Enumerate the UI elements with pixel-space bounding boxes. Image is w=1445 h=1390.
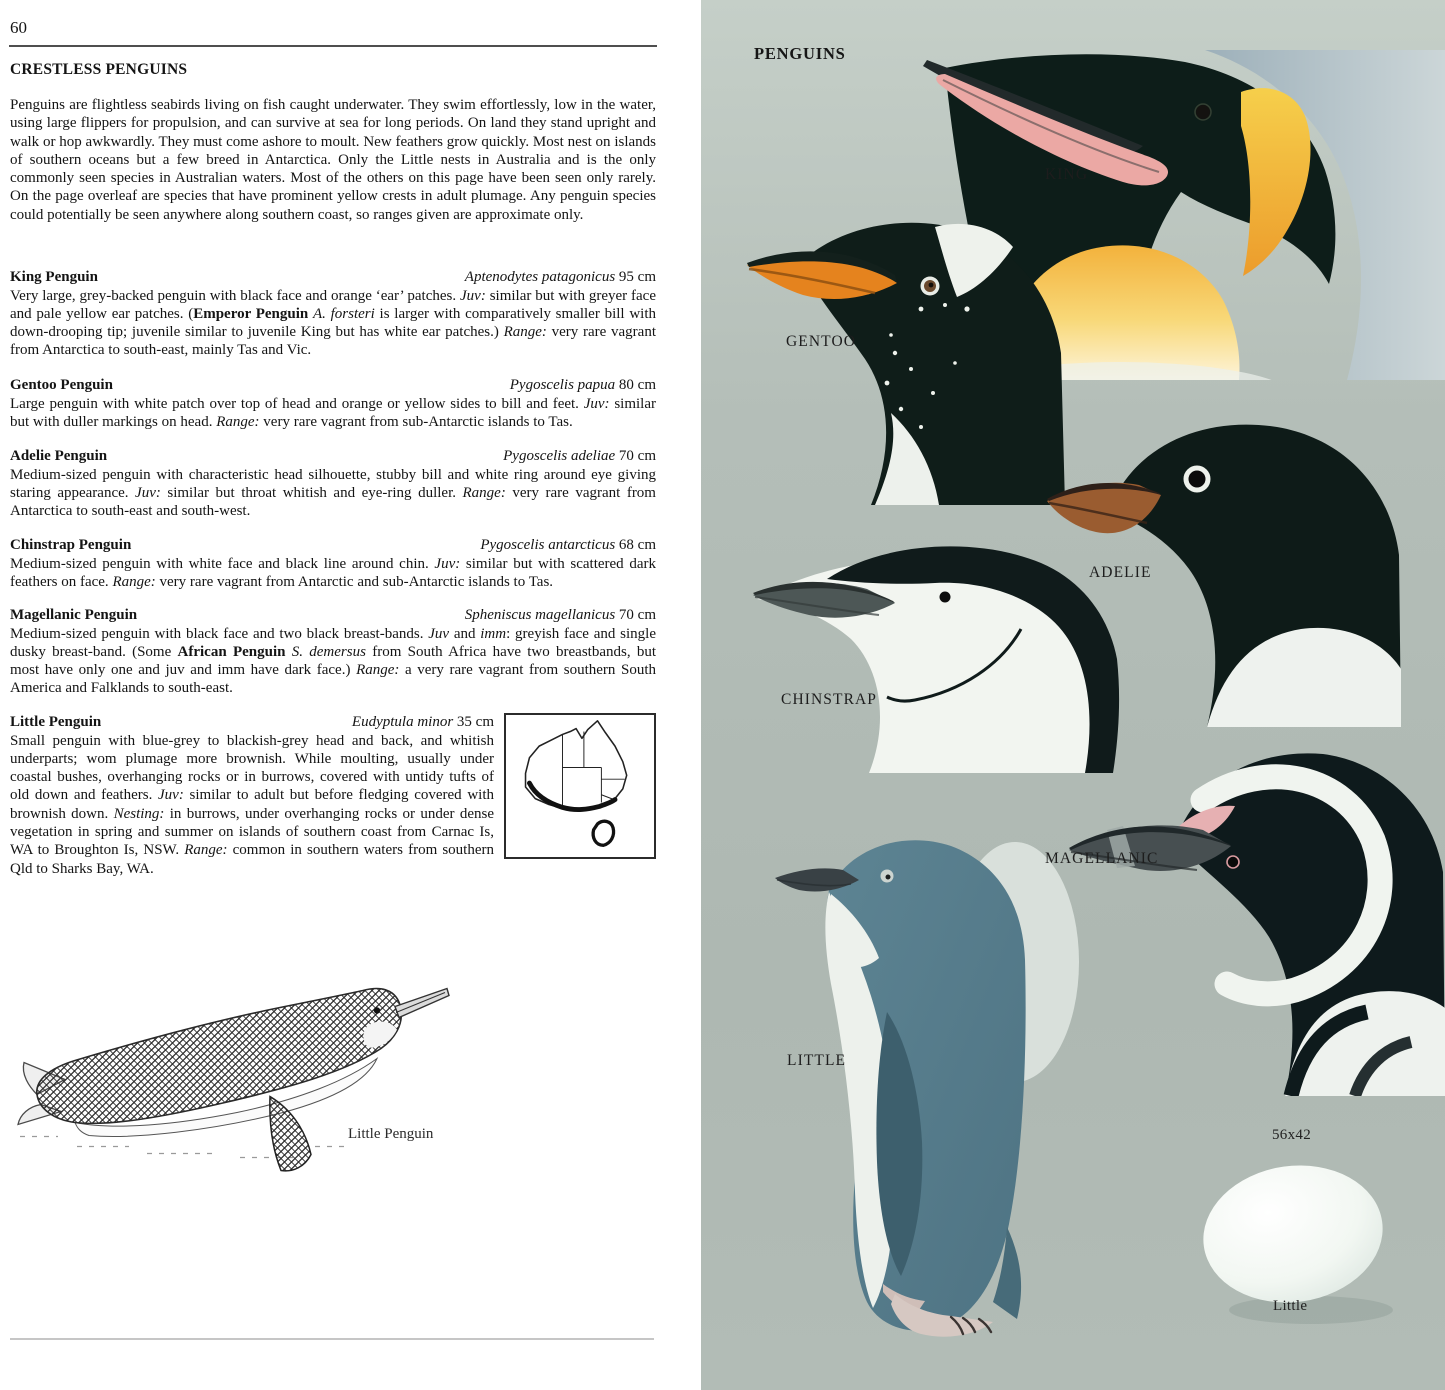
species-entry-chinstrap bbox=[10, 536, 656, 591]
species-sci-size bbox=[510, 376, 656, 395]
egg-size-label: 56x42 bbox=[1272, 1127, 1311, 1143]
species-body bbox=[10, 287, 656, 360]
species-size: 70 cm bbox=[618, 607, 656, 623]
label-little: LITTLE bbox=[787, 1052, 847, 1069]
text-page bbox=[0, 0, 701, 1390]
species-scientific-name: Pygoscelis antarcticus bbox=[480, 537, 616, 553]
species-body bbox=[10, 466, 656, 521]
species-sci-size bbox=[465, 268, 656, 287]
egg-name-label: Little bbox=[1273, 1298, 1308, 1314]
species-sci-size bbox=[465, 606, 656, 625]
species-body bbox=[10, 555, 656, 592]
species-entry-little bbox=[10, 713, 656, 878]
species-scientific-name: Eudyptula minor bbox=[351, 714, 454, 730]
species-body bbox=[10, 395, 656, 432]
species-heading bbox=[10, 268, 656, 287]
species-name: Chinstrap Penguin bbox=[10, 537, 132, 553]
sketch-caption: Little Penguin bbox=[348, 1126, 434, 1142]
little-penguin-illustration bbox=[767, 832, 1079, 1354]
range-map bbox=[504, 713, 656, 859]
species-body-text: Medium-sized penguin with white face and black line around chin. Juv: similar but with scattered dark feathers on face. Range: very rare vagrant from Antarctic and sub-Antarctic islands to Tas. bbox=[10, 555, 656, 590]
section-heading: CRESTLESS PENGUINS bbox=[10, 61, 188, 78]
species-body-text: Medium-sized penguin with characteristic head silhouette, stubby bill and white ring around eye giving staring appearance. Juv: similar but throat whitish and eye-ring duller. Range: very rare vagrant from Antarctica to south-east and south-west. bbox=[10, 466, 656, 520]
label-magellanic: MAGELLANIC bbox=[1045, 850, 1159, 867]
label-chinstrap: CHINSTRAP bbox=[781, 691, 878, 708]
species-size: 68 cm bbox=[618, 537, 656, 553]
species-sci-size bbox=[352, 713, 494, 732]
label-king: KING bbox=[1045, 166, 1089, 183]
magellanic-penguin-illustration bbox=[1055, 722, 1445, 1096]
species-entry-king bbox=[10, 268, 656, 360]
species-size: 80 cm bbox=[618, 377, 656, 393]
species-body-text: Very large, grey-backed penguin with black face and orange ‘ear’ patches. Juv: similar but with greyer face and pale yellow ear patches. (Emperor Penguin A. forsteri is larger with comparatively smaller bill with down-drooping tip; juvenile similar to juvenile King but has white ear patches.) Range: very rare vagrant from Antarctica to south-east, mainly Tas and Vic. bbox=[10, 287, 656, 359]
page-number: 60 bbox=[10, 18, 27, 37]
species-name: Magellanic Penguin bbox=[10, 607, 138, 623]
species-body-text: Medium-sized penguin with black face and two black breast-bands. Juv and imm: greyish face and single dusky breast-band. (Some African Penguin S. demersus from South Africa have two breastbands, but most have only one and juv and imm have dark face.) Range: a very rare vagrant from southern South America and Falklands to south-east. bbox=[10, 625, 657, 697]
label-gentoo: GENTOO bbox=[786, 333, 857, 350]
species-body-text: Large penguin with white patch over top of head and orange or yellow sides to bill and feet. Juv: similar but with duller markings on head. Range: very rare vagrant from sub-Antarctic islands to Tas. bbox=[10, 395, 656, 430]
species-heading bbox=[10, 536, 656, 555]
species-size: 35 cm bbox=[456, 714, 494, 730]
species-scientific-name: Pygoscelis adeliae bbox=[503, 448, 616, 464]
swimming-penguin-sketch bbox=[15, 973, 460, 1185]
species-scientific-name: Pygoscelis papua bbox=[509, 377, 616, 393]
intro-paragraph: Penguins are flightless seabirds living on fish caught underwater. They swim effortlessly, low in the water, using large flippers for propulsion, and can survive at sea for long periods. On land they stand upright and walk or hop awkwardly. They must come ashore to moult. New feathers grow quickly. Most nest on islands of southern oceans but a few breed in Antarctica. Only the Little nests in Australia and is the only commonly seen species in Australian waters. Most of the others on this page have been seen only rarely. On the page overleaf are species that have prominent yellow crests in adult plumage. Any penguin species could potentially be seen anywhere along southern coast, so ranges given are approximate only. bbox=[10, 97, 656, 223]
species-sci-size bbox=[480, 536, 656, 555]
species-name: Little Penguin bbox=[10, 714, 102, 730]
species-heading bbox=[10, 376, 656, 395]
species-size: 70 cm bbox=[618, 448, 656, 464]
header-rule bbox=[9, 45, 657, 47]
species-heading bbox=[10, 447, 656, 466]
species-entry-gentoo bbox=[10, 376, 656, 431]
species-name: Adelie Penguin bbox=[10, 448, 108, 464]
species-heading bbox=[10, 606, 656, 625]
species-size: 95 cm bbox=[618, 269, 656, 285]
species-body bbox=[10, 625, 656, 698]
species-scientific-name: Spheniscus magellanicus bbox=[464, 607, 616, 623]
species-heading bbox=[10, 713, 494, 732]
species-sci-size bbox=[503, 447, 656, 466]
swimming-penguin-drawing bbox=[15, 973, 460, 1185]
species-entry-adelie bbox=[10, 447, 656, 520]
gentoo-penguin-illustration bbox=[745, 213, 1067, 505]
plate-title: PENGUINS bbox=[754, 44, 846, 63]
footer-rule bbox=[10, 1338, 654, 1340]
species-entry-magellanic bbox=[10, 606, 656, 698]
australia-map bbox=[506, 715, 654, 857]
plate-page bbox=[701, 0, 1445, 1390]
species-name: Gentoo Penguin bbox=[10, 377, 113, 393]
species-scientific-name: Aptenodytes patagonicus bbox=[464, 269, 616, 285]
label-adelie: ADELIE bbox=[1089, 564, 1152, 581]
species-body-text: Small penguin with blue-grey to blackish-grey head and back, and whitish underparts; wom plumage more brownish. While moulting, usually under coastal bushes, overhanging rocks or in burrows, covered with untidy tufts of old down and feathers. Juv: similar to adult but before fledging covered with brownish down. Nesting: in burrows, under overhanging rocks or under dense vegetation in spring and summer on islands of southern coast from Carnac Is, WA to Broughton Is, NSW. Range: common in southern waters from southern Qld to Sharks Bay, WA. bbox=[10, 732, 495, 877]
species-name: King Penguin bbox=[10, 269, 98, 285]
